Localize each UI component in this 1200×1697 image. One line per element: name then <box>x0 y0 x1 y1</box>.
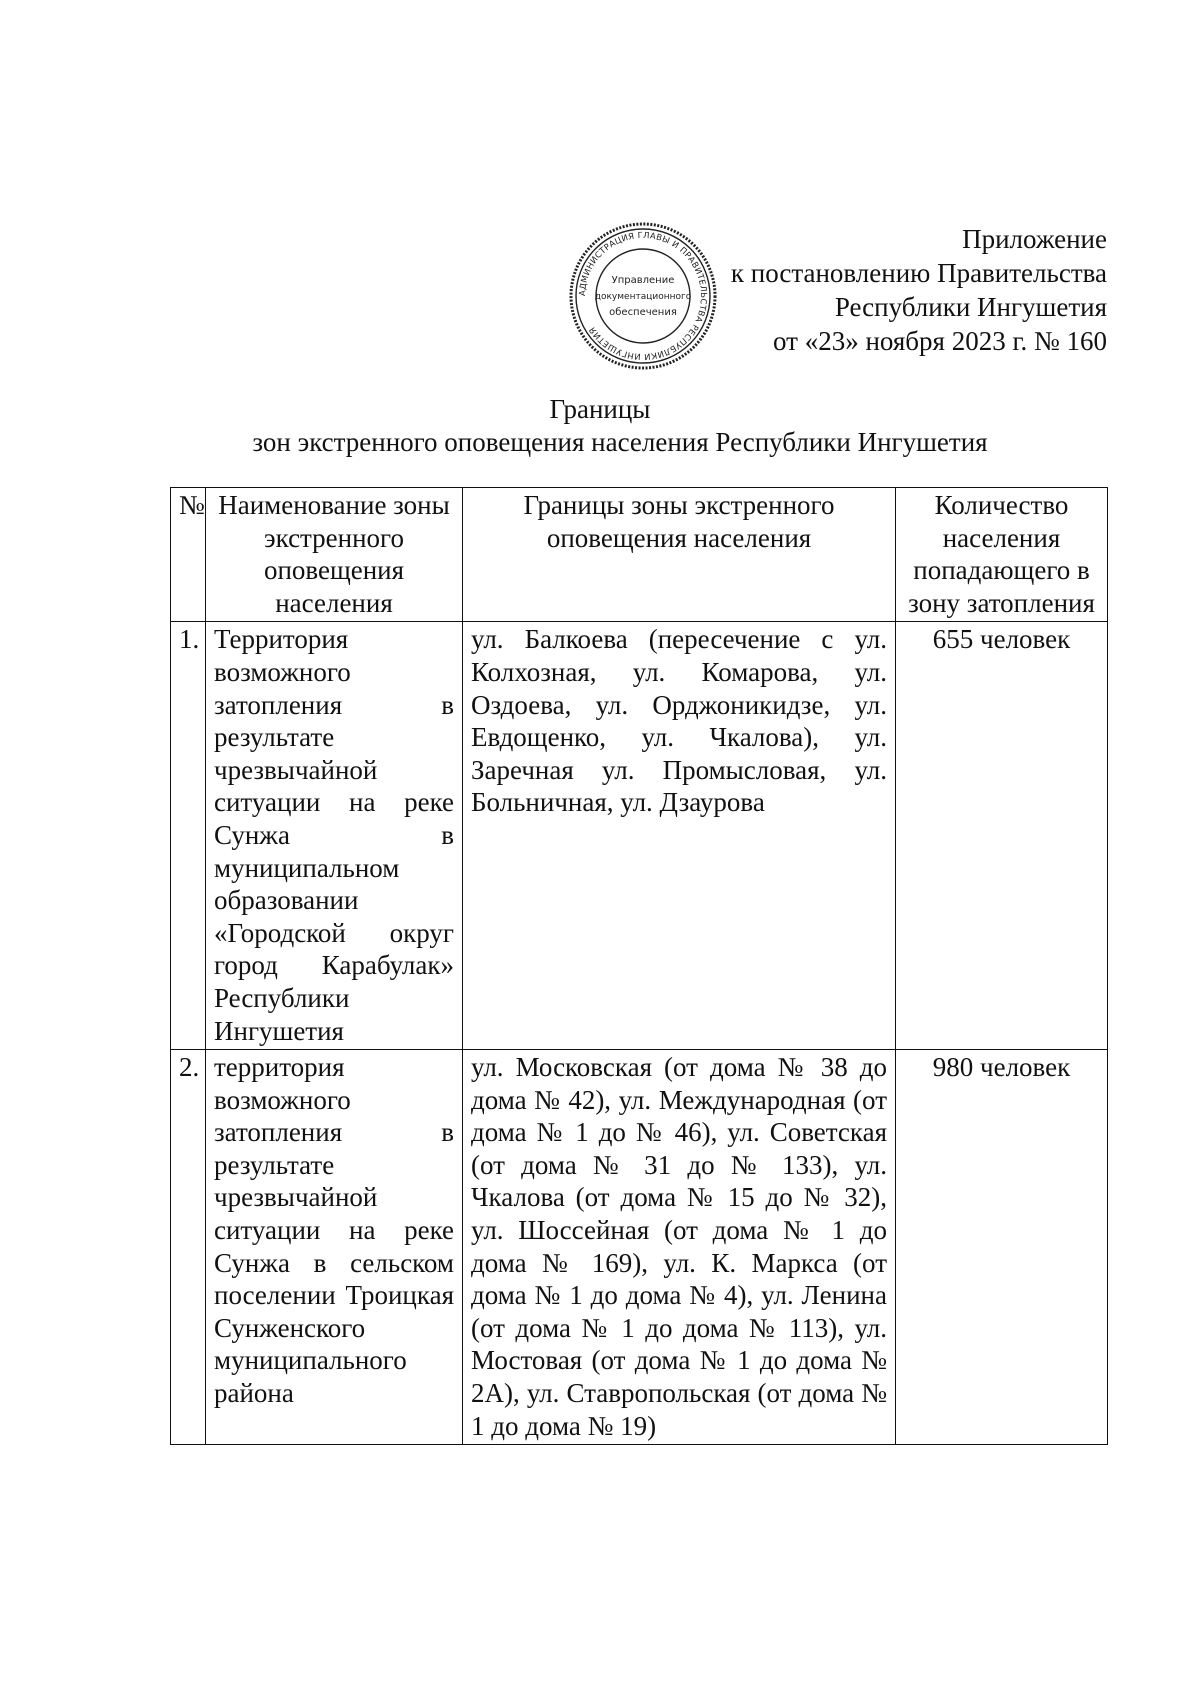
zone-bounds: ул. Балкоева (пересечение с ул. Колхозная, ул. Комарова, ул. Оздоева, ул. Орджоникидзе, ул. Евдощенко, ул. Чкалова), ул. Заречная ул. Промысловая, ул. Больничная, ул. Дзаурова <box>463 622 896 1050</box>
table-row <box>171 622 1108 1050</box>
seal-ring-text: АДМИНИСТРАЦИЯ ГЛАВЫ И ПРАВИТЕЛЬСТВА РЕСПУБЛИКИ ИНГУШЕТИЯ <box>576 229 710 363</box>
header-zone-bounds: Границы зоны экстренного оповещения населения <box>463 488 896 622</box>
document-title <box>0 393 1200 459</box>
seal-line-3: обеспечения <box>609 307 677 318</box>
population-count: 655 человек <box>896 622 1108 1050</box>
header-number: № <box>171 488 206 622</box>
seal-line-1: Управление <box>611 275 675 286</box>
zone-name: Территория возможного затопления в результате чрезвычайной ситуации на реке Сунжа в муниципальном образовании «Городской округ город Карабулак» Республики Ингушетия <box>206 622 463 1050</box>
decree-reference: к постановлению Правительства <box>730 258 1107 288</box>
seal-icon <box>568 221 718 371</box>
title-line-2: зон экстренного оповещения населения Республики Ингушетия <box>252 427 988 457</box>
header-population: Количество населения попадающего в зону затопления <box>896 488 1108 622</box>
zone-bounds: ул. Московская (от дома № 38 до дома № 42), ул. Международная (от дома № 1 до № 46), ул. Советская (от дома № 31 до № 133), ул. Чкалова (от дома № 15 до № 32), ул. Шоссейная (от дома № 1 до дома № 169), ул. К. Маркса (от дома № 1 до дома № 4), ул. Ленина (от дома № 1 до дома № 113), ул. Мостовая (от дома № 1 до дома № 2А), ул. Ставропольская (от дома № 1 до дома № 19) <box>463 1050 896 1445</box>
title-line-1: Границы <box>549 394 651 424</box>
population-count: 980 человек <box>896 1050 1108 1445</box>
seal-line-2: документационного <box>594 292 692 302</box>
republic-name: Республики Ингушетия <box>834 292 1107 322</box>
decree-date-number: от «23» ноября 2023 г. № 160 <box>773 326 1107 356</box>
table-header-row <box>171 488 1108 622</box>
appendix-label: Приложение <box>962 224 1107 254</box>
appendix-header <box>731 222 1107 358</box>
row-number: 1. <box>171 622 206 1050</box>
zones-table <box>170 487 1108 1445</box>
table-row <box>171 1050 1108 1445</box>
zone-name: территория возможного затопления в результате чрезвычайной ситуации на реке Сунжа в сельском поселении Троицкая Сунженского муниципального района <box>206 1050 463 1445</box>
row-number: 2. <box>171 1050 206 1445</box>
header-zone-name: Наименование зоны экстренного оповещения населения <box>206 488 463 622</box>
